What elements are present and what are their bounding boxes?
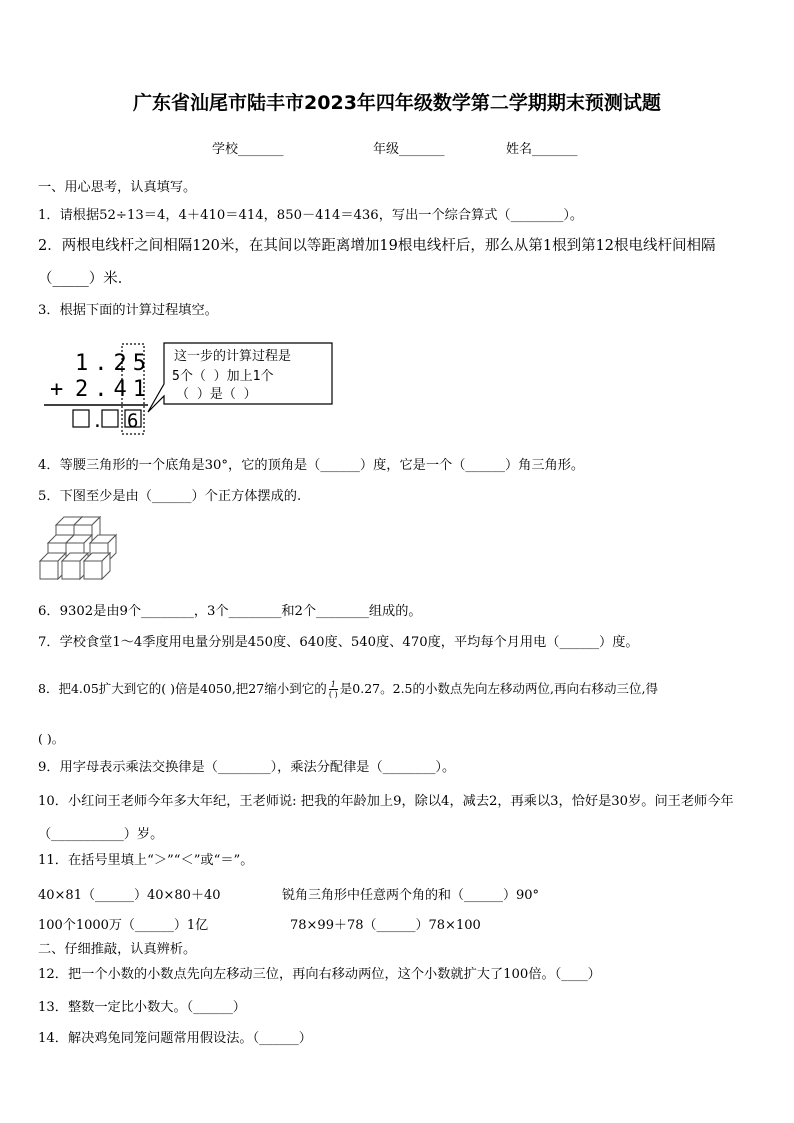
question-10: 10．小红问王老师今年多大年纪，王老师说: 把我的年龄加上9，除以4，减去2，再乘以3，恰好是30岁。问王老师今年（___________）岁。 [38,794,734,842]
question-7: 7．学校食堂1～4季度用电量分别是450度、640度、540度、470度，平均每个月用电（______）度。 [38,635,639,650]
page-title: 广东省汕尾市陆丰市2023年四年级数学第二学期期末预测试题 [133,92,661,114]
compare-item-b: 锐角三角形中任意两个角的和（______）90° [282,888,540,903]
bubble-line-3: （ ）是（ ） [176,387,257,402]
result-digit: 6 [127,410,139,432]
name-field: 姓名_______ [506,142,578,157]
row1-number: 1.25 [75,351,152,376]
section1-heading: 一、用心思考，认真填写。 [38,180,197,195]
bubble-line-1: 这一步的计算过程是 [174,349,292,364]
question-8 [38,679,758,699]
fraction-denominator: ( ) [328,690,338,699]
question-14: 14．解决鸡兔同笼问题常用假设法。（______） [38,1031,312,1046]
question-8-part-b: 是0.27。2.5的小数点先向左移动两位,再向右移动三位,得 [339,681,658,696]
cube-stack-figure [38,515,118,593]
bubble-line-2: 5个（ ）加上1个 [172,369,274,384]
question-1: 1．请根据52÷13＝4，4＋410＝414，850－414＝436，写出一个综合算式（________）。 [38,208,584,223]
section2-heading: 二、仔细推敲，认真辨析。 [38,942,197,957]
question-3: 3．根据下面的计算过程填空。 [38,303,218,318]
fraction [329,680,338,699]
question-8-continued: ( )。 [38,731,65,746]
question-5: 5．下图至少是由（______）个正方体摆成的. [38,489,302,504]
compare-item-a: 40×81（______）40×80＋40 [38,888,221,903]
answer-box-2 [102,410,118,427]
question-6: 6．9302是由9个________，3个________和2个________组成的。 [38,604,422,619]
grade-field: 年级_______ [373,142,445,157]
answer-box-1 [73,410,89,427]
cube [84,553,110,579]
question-13: 13．整数一定比小数大。（______） [38,1000,246,1015]
school-field: 学校_______ [212,142,284,157]
compare-item-d: 78×99＋78（______）78×100 [290,918,481,933]
row2-number: 2.41 [75,377,152,402]
addition-figure [40,340,340,438]
question-8-part-a: 8．把4.05扩大到它的( )倍是4050,把27缩小到它的 [38,681,327,696]
question-9: 9．用字母表示乘法交换律是（________），乘法分配律是（________）。 [38,760,456,775]
compare-item-c: 100个1000万（______）1亿 [38,918,209,933]
fraction-numerator: 1 [330,680,336,689]
question-2: 2．两根电线杆之间相隔120米，在其间以等距离增加19根电线杆后，那么从第1根到第12根电线杆间相隔（_____）米． [38,238,716,287]
question-11: 11．在括号里填上“＞”“＜”或“＝”。 [38,853,254,868]
question-4: 4．等腰三角形的一个底角是30°，它的顶角是（______）度，它是一个（______）角三角形。 [38,458,585,473]
decimal-point: . [92,411,103,432]
plus-sign: + [50,377,64,402]
question-12: 12．把一个小数的小数点先向左移动三位，再向右移动两位，这个小数就扩大了100倍。（____） [38,967,601,982]
